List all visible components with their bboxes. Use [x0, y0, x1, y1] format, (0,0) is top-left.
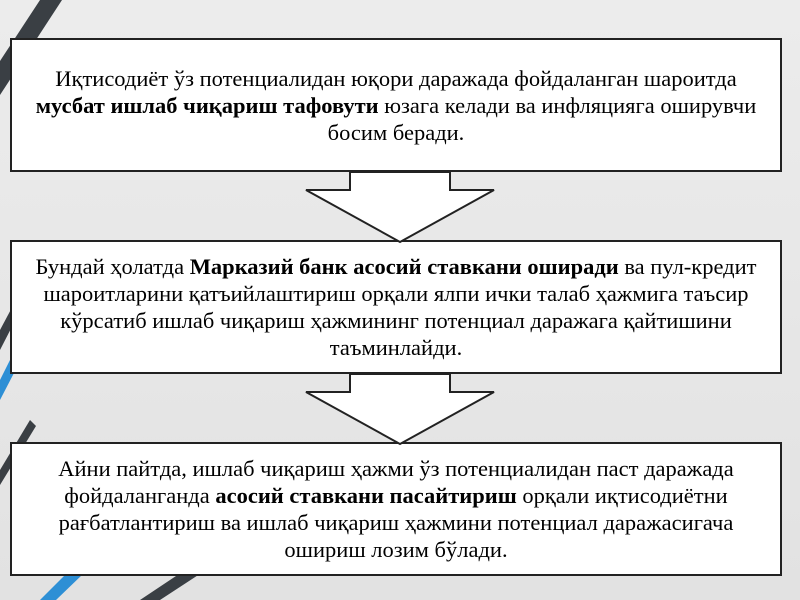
flow-box-text: Айни пайтда, ишлаб чиқариш ҳажми ўз потенциалидан паст даражада фойдаланганда асосий ставкани пасайтириш орқали иқтисодиётни рағбатлантириш ва ишлаб чиқариш ҳажмини потенциал даражасигача ошириш лозим бўлади.: [58, 456, 734, 562]
flow-box-lower-rate: [10, 442, 782, 576]
flow-box-text: Иқтисодиёт ўз потенциалидан юқори даражада фойдаланган шароитда мусбат ишлаб чиқариш тафовути юзага келади ва инфляцияга оширувчи босим беради.: [35, 65, 757, 145]
flow-box-text: Бундай ҳолатда Марказий банк асосий ставкани оширади ва пул-кредит шароитларини қатъийлаштириш орқали ялпи ички талаб ҳажмига таъсир кўрсатиб ишлаб чиқариш ҳажмининг потенциал даражага қайтишини таъминлайди.: [35, 254, 757, 360]
flow-box-positive-gap: [10, 38, 782, 172]
flow-box-raise-rate: [10, 240, 782, 374]
